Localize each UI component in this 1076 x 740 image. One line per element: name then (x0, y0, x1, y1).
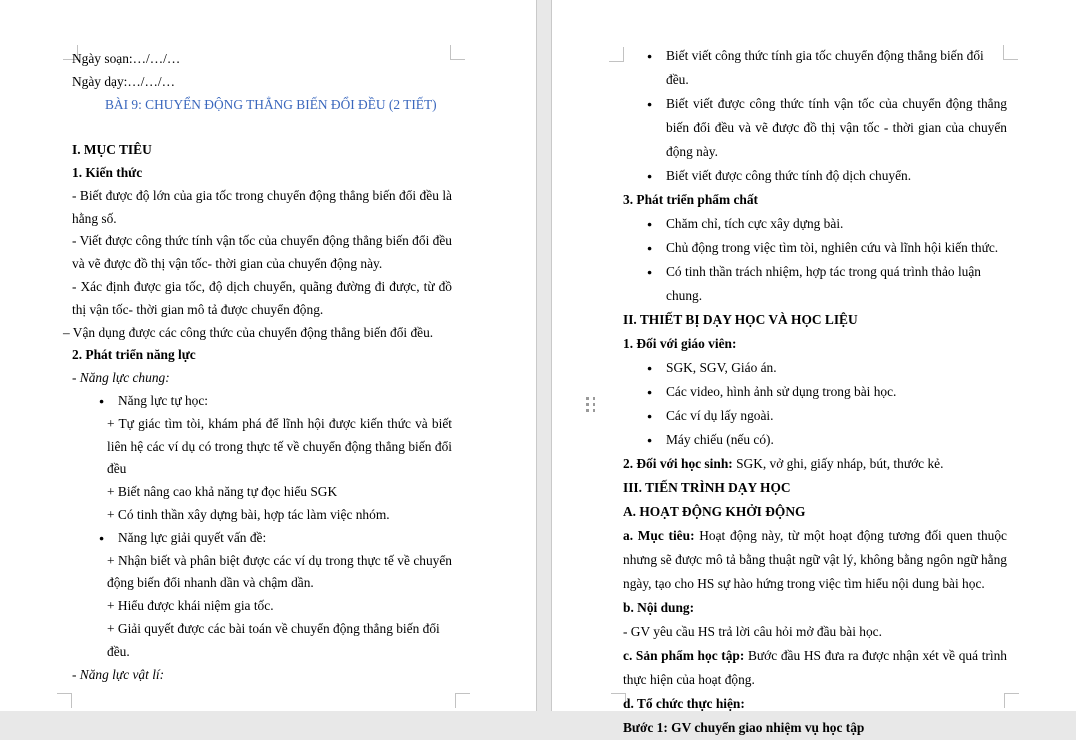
bullet-icon: ● (647, 243, 653, 253)
bullet-icon: ● (647, 435, 653, 445)
doc-paragraph[interactable] (72, 367, 452, 390)
doc-paragraph[interactable] (623, 476, 1007, 500)
text-run: - Năng lực vật lí: (72, 666, 165, 682)
text-run: Năng lực tự học: (118, 392, 209, 408)
text-run: II. THIẾT BỊ DẠY HỌC VÀ HỌC LIỆU (623, 312, 858, 327)
doc-paragraph[interactable] (623, 380, 1007, 404)
page-2-text-area[interactable] (623, 44, 1007, 740)
text-run: - GV yêu cầu HS trả lời câu hỏi mở đầu bài học. (623, 624, 882, 639)
doc-paragraph[interactable] (623, 356, 1007, 380)
doc-paragraph[interactable] (72, 550, 452, 596)
text-boundary-mark (57, 693, 72, 708)
doc-paragraph[interactable] (72, 162, 452, 185)
text-run: 1. Đối với giáo viên: (623, 336, 737, 351)
doc-paragraph[interactable] (72, 595, 452, 618)
text-run: 3. Phát triển phẩm chất (623, 192, 759, 207)
doc-paragraph[interactable] (623, 620, 1007, 644)
doc-paragraph[interactable] (72, 139, 452, 162)
doc-paragraph[interactable] (623, 428, 1007, 452)
text-run: Biết viết công thức tính gia tốc chuyển động thẳng biến đổi đều. (666, 48, 984, 87)
text-run: SGK, vở ghi, giấy nháp, bút, thước kẻ. (736, 456, 944, 471)
doc-paragraph[interactable] (623, 44, 1007, 92)
document-page-1[interactable] (0, 0, 537, 711)
doc-paragraph[interactable] (72, 390, 452, 413)
text-run: Ngày soạn:…/…/… (72, 51, 181, 66)
text-run: Hoạt động này, từ một hoạt động tương đối quen thuộc nhưng sẽ được mô tả bằng thuật ngữ vật lý, không bằng ngôn ngữ hằng ngày, tạo cho HS sự hào hứng trong việc tìm hiểu nội dung bài học. (623, 528, 1007, 591)
handle-dot (586, 403, 589, 406)
handle-dot (586, 409, 589, 412)
text-run: b. Nội dung: (623, 600, 695, 615)
text-run: Máy chiếu (nếu có). (666, 432, 774, 447)
text-run: 1. Kiến thức (72, 164, 143, 180)
text-run: + Biết nâng cao khả năng tự đọc hiểu SGK (107, 484, 338, 500)
bullet-icon: ● (647, 51, 653, 61)
doc-paragraph[interactable] (72, 344, 452, 367)
text-boundary-mark (609, 47, 624, 62)
doc-paragraph[interactable] (623, 404, 1007, 428)
text-run: - Viết được công thức tính vận tốc của chuyển động thẳng biến đổi đều và vẽ được đồ thị vận tốc- thời gian của chuyển động này. (72, 233, 452, 272)
text-boundary-mark (450, 45, 465, 60)
text-run: + Nhận biết và phân biệt được các ví dụ trong thực tế về chuyển động biến đổi nhanh dần và chậm dần. (107, 552, 452, 591)
bullet-icon: ● (647, 99, 653, 109)
bullet-icon: ● (99, 532, 105, 543)
text-run: Bước đầu HS đưa ra được nhận xét về quá trình thực hiện của hoạt động. (623, 648, 1007, 687)
handle-dot (593, 403, 596, 406)
doc-paragraph[interactable] (72, 527, 452, 550)
handle-dot (593, 409, 596, 412)
doc-paragraph[interactable] (72, 94, 452, 117)
doc-paragraph[interactable] (72, 185, 452, 231)
doc-paragraph[interactable] (72, 71, 452, 94)
text-run: I. MỤC TIÊU (72, 142, 152, 158)
text-run: Chăm chỉ, tích cực xây dựng bài. (666, 216, 844, 231)
text-run: 2. Đối với học sinh: (623, 456, 737, 471)
text-run: Biết viết được công thức tính độ dịch chuyển. (666, 168, 912, 183)
doc-paragraph[interactable] (623, 188, 1007, 212)
text-boundary-mark (455, 693, 470, 708)
doc-paragraph[interactable] (72, 48, 452, 71)
text-run: Bước 1: GV chuyển giao nhiệm vụ học tập (623, 720, 865, 735)
text-run: A. HOẠT ĐỘNG KHỞI ĐỘNG (623, 504, 806, 519)
doc-paragraph[interactable] (623, 212, 1007, 236)
doc-paragraph[interactable] (623, 644, 1007, 692)
doc-paragraph[interactable] (63, 322, 452, 345)
handle-dot (593, 397, 596, 400)
text-run: Các ví dụ lấy ngoài. (666, 408, 774, 423)
text-run: a. Mục tiêu: (623, 528, 700, 543)
text-run: + Giải quyết được các bài toán về chuyển động thẳng biến đổi đều. (107, 620, 440, 659)
text-run: 2. Phát triển năng lực (72, 347, 196, 363)
text-run: Năng lực giải quyết vấn đề: (118, 529, 267, 545)
doc-paragraph[interactable] (72, 618, 452, 664)
doc-paragraph[interactable] (623, 452, 1007, 476)
text-run: d. Tổ chức thực hiện: (623, 696, 745, 711)
text-run: - Năng lực chung: (72, 370, 170, 386)
text-run: – Vận dụng được các công thức của chuyển động thẳng biến đổi đều. (63, 324, 434, 340)
handle-dot (586, 397, 589, 400)
doc-paragraph[interactable] (623, 308, 1007, 332)
doc-paragraph[interactable] (623, 332, 1007, 356)
paragraph-drag-handle-icon[interactable] (586, 397, 597, 413)
doc-paragraph[interactable] (72, 230, 452, 276)
text-run: + Có tinh thần xây dựng bài, hợp tác làm việc nhóm. (107, 506, 390, 522)
text-run: - Xác định được gia tốc, độ dịch chuyển, quãng đường đi được, từ đồ thị vận tốc- thời gian mô tả được chuyển động. (72, 278, 452, 317)
text-run: + Tự giác tìm tòi, khám phá để lĩnh hội được kiến thức và biết liên hệ các ví dụ có trong thực tế về chuyển động thẳng biến đổi đều (107, 415, 452, 477)
bullet-icon: ● (647, 267, 653, 277)
text-run: Các video, hình ảnh sử dụng trong bài học. (666, 384, 897, 399)
page-1-text-area[interactable] (63, 48, 452, 686)
document-page-2[interactable] (551, 0, 1076, 735)
text-run: SGK, SGV, Giáo án. (666, 360, 777, 375)
bullet-icon: ● (99, 395, 105, 406)
doc-paragraph[interactable] (623, 260, 1007, 308)
doc-paragraph[interactable] (72, 504, 452, 527)
text-run: Chủ động trong việc tìm tòi, nghiên cứu và lĩnh hội kiến thức. (666, 240, 999, 255)
doc-paragraph[interactable] (623, 500, 1007, 524)
doc-paragraph[interactable] (72, 276, 452, 322)
blank-line (72, 116, 452, 139)
text-run: + Hiểu được khái niệm gia tốc. (107, 598, 274, 614)
text-run: III. TIẾN TRÌNH DẠY HỌC (623, 480, 791, 495)
text-run: Biết viết được công thức tính vận tốc của chuyển động thẳng biến đổi đều và vẽ được đồ thị vận tốc - thời gian của chuyển động này. (666, 96, 1007, 159)
doc-paragraph[interactable] (623, 596, 1007, 620)
bullet-icon: ● (647, 387, 653, 397)
text-run: c. Sản phẩm học tập: (623, 648, 748, 663)
bullet-icon: ● (647, 171, 653, 181)
text-run: - Biết được độ lớn của gia tốc trong chuyển động thẳng biến đổi đều là hằng số. (72, 187, 452, 226)
doc-paragraph[interactable] (623, 716, 1007, 740)
doc-paragraph[interactable] (72, 413, 452, 481)
bullet-icon: ● (647, 363, 653, 373)
doc-paragraph[interactable] (623, 236, 1007, 260)
doc-paragraph[interactable] (623, 524, 1007, 596)
doc-paragraph[interactable] (72, 664, 452, 687)
bullet-icon: ● (647, 219, 653, 229)
doc-paragraph[interactable] (623, 692, 1007, 716)
doc-paragraph[interactable] (623, 92, 1007, 164)
text-run: Có tinh thần trách nhiệm, hợp tác trong quá trình thảo luận chung. (666, 264, 981, 303)
doc-paragraph[interactable] (623, 164, 1007, 188)
text-run: BÀI 9: CHUYỂN ĐỘNG THẲNG BIẾN ĐỔI ĐỀU (2 TIẾT) (105, 96, 437, 112)
bullet-icon: ● (647, 411, 653, 421)
doc-paragraph[interactable] (72, 481, 452, 504)
text-run: Ngày dạy:…/…/… (72, 73, 176, 89)
